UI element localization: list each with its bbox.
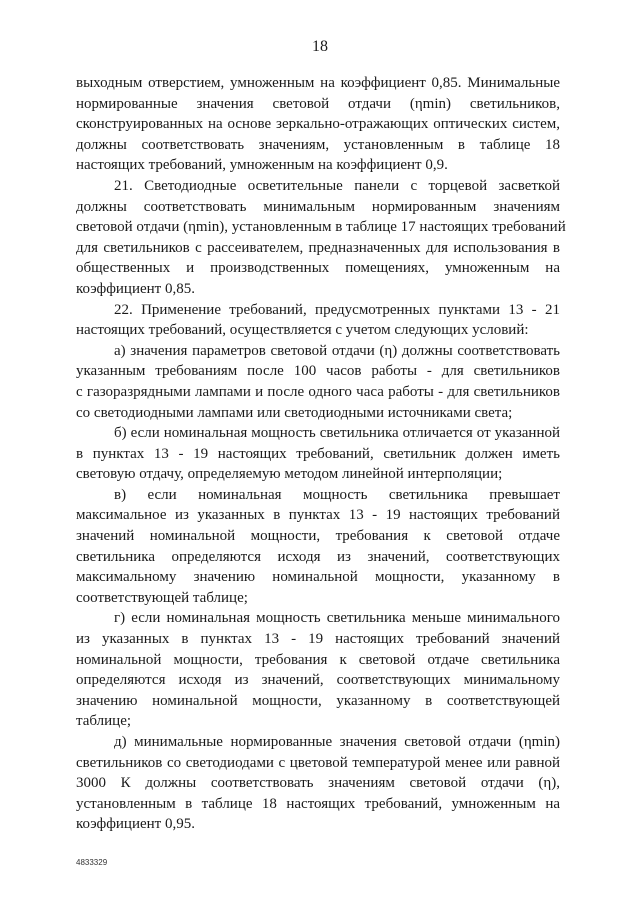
text-line: максимальное из указанных в пунктах 13 - 19 настоящих требований <box>76 507 560 524</box>
text-line: световой отдачи (ηmin), установленным в таблице 17 настоящих требований <box>76 219 566 236</box>
text-line: соответствующей таблице; <box>76 589 248 606</box>
text-line: значений номинальной мощности, требования к световой отдаче <box>76 528 560 545</box>
text-line: с газоразрядными лампами и после одного часа работы - для светильников <box>76 383 560 400</box>
text-line: 21. Светодиодные осветительные панели с торцевой засветкой <box>114 177 560 194</box>
text-line: световую отдачу, определяемую методом линейной интерполяции; <box>76 466 503 483</box>
page-number: 18 <box>312 38 328 55</box>
text-line: светильника определяются исходя из значений, соответствующих <box>76 548 560 565</box>
text-line: таблице; <box>76 713 132 730</box>
text-line: 3000 К должны соответствовать значениям световой отдачи (η), <box>76 775 560 792</box>
text-line: из указанных в пунктах 13 - 19 настоящих требований значений <box>76 631 560 648</box>
document-code: 4833329 <box>76 858 108 867</box>
text-line: настоящих требований, осуществляется с учетом следующих условий: <box>76 322 529 339</box>
text-line: для светильников с рассеивателем, предназначенных для использования в <box>76 239 560 256</box>
text-line: должны соответствовать значениям, установленным в таблице 18 <box>76 136 560 153</box>
text-line: должны соответствовать минимальным нормированным значениям <box>76 198 560 215</box>
text-line: нормированные значения световой отдачи (ηmin) светильников, <box>76 95 560 112</box>
text-line: д) минимальные нормированные значения световой отдачи (ηmin) <box>114 734 560 750</box>
text-line: установленным в таблице 18 настоящих требований, умноженным на <box>76 795 560 812</box>
text-line: коэффициент 0,85. <box>76 280 195 297</box>
text-line: со светодиодными лампами или светодиодными источниками света; <box>76 404 513 421</box>
text-line: в пунктах 13 - 19 настоящих требований, светильник должен иметь <box>76 445 560 462</box>
text-line: настоящих требований, умноженным на коэффициент 0,9. <box>76 157 448 174</box>
text-line: определяются исходя из значений, соответствующих минимальному <box>76 672 560 689</box>
text-line: 22. Применение требований, предусмотренных пунктами 13 - 21 <box>114 301 560 318</box>
text-line: указанным требованиям после 100 часов работы - для светильников <box>76 363 560 380</box>
text-line: б) если номинальная мощность светильника отличается от указанной <box>114 425 560 442</box>
text-line: максимальному значению номинальной мощности, указанному в <box>76 569 560 586</box>
text-line: сконструированных на основе зеркально-отражающих оптических систем, <box>76 116 560 133</box>
document-body <box>76 73 566 835</box>
text-line: значению номинальной мощности, указанному в соответствующей <box>76 692 560 709</box>
text-line: коэффициент 0,95. <box>76 816 195 833</box>
text-line: светильников со светодиодами с цветовой температурой менее или равной <box>76 754 560 771</box>
text-line: номинальной мощности, требования к световой отдаче светильника <box>76 651 560 668</box>
text-line: а) значения параметров световой отдачи (η) должны соответствовать <box>114 342 560 359</box>
text-line: г) если номинальная мощность светильника меньше минимального <box>114 610 560 627</box>
text-line: в) если номинальная мощность светильника превышает <box>114 486 560 503</box>
text-line: общественных и производственных помещениях, умноженным на <box>76 260 560 277</box>
text-line: выходным отверстием, умноженным на коэффициент 0,85. Минимальные <box>76 75 560 91</box>
